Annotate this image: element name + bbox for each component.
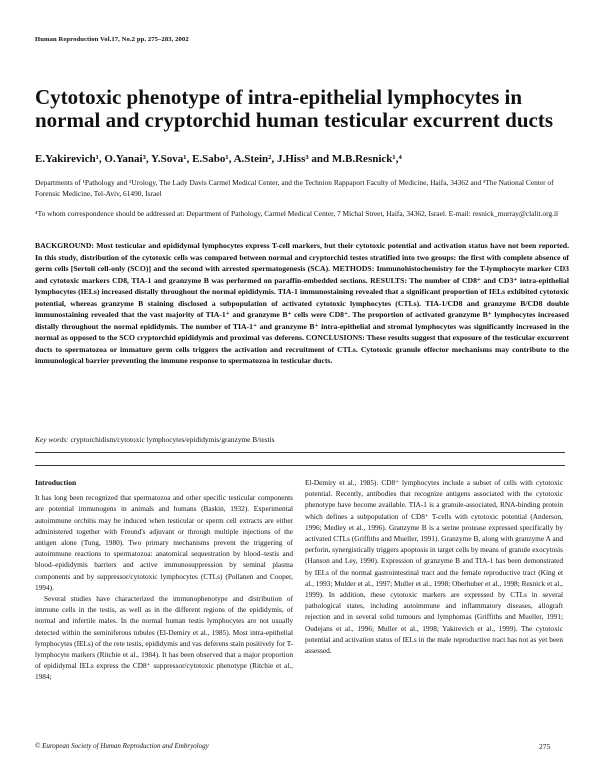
divider-top	[35, 452, 565, 453]
introduction-heading: Introduction	[35, 478, 77, 487]
article-title: Cytotoxic phenotype of intra-epithelial lymphocytes in normal and cryptorchid human testicular excurrent ducts	[35, 85, 553, 132]
keywords-label: Key words:	[35, 435, 69, 444]
page-number: 275	[539, 742, 551, 751]
keywords	[35, 435, 569, 444]
intro-paragraph-3: El-Demiry et al., 1985). CD8⁺ lymphocytes include a subset of cells with cytotoxic potential. Recently, antibodies that recognize antigens associated with the cytotoxic phenotype have become available. TIA-1 is a granule-associated, RNA-binding protein which defines a subpopulation of CD8⁺ T-cells with cytotoxic potential (Anderson, 1996; Medley et al., 1996). Granzyme B is a serine protease expressed specifically by activated CTLs (Griffiths and Mueller, 1991). Granzyme B, along with granzyme A and perforin, synergistically triggers apoptosis in target cells by means of granule exocytosis (Hanson and Ley, 1990). Expression of granzyme B and TIA-1 has been demonstrated by IELs of the normal gastrointestinal tract and the female reproductive tract (King et al., 1993; Mulder et al., 1997; Muller et al., 1998; Oberhuber et al., 1998; Resnick et al., 1999). In addition, these cytotoxic markers are expressed by CTLs in several pathological states, including autoimmune and inflammatory diseases, allograft rejection and in several solid tumours and lymphomas (Griffiths and Mueller, 1991; Oudejans et al., 1996; Muller et al., 1998; Yakirevich et al., 1999). The cytotoxic potential and activation status of IELs in the male reproductive tract has not as yet been assessed.	[305, 478, 563, 656]
keywords-list: cryptorchidism/cytotoxic lymphocytes/epididymis/granzyme B/testis	[68, 435, 275, 444]
intro-paragraph-2: Several studies have characterized the immunophenotype and distribution of immune cells in the testis, as well as in the different regions of the epididymis, of normal and infertile males. In the normal human testis lymphocytes are not usually detected within the seminiferous tubules (El-Demiry et al., 1985). Most intra-epithelial lymphocytes (IELs) of the rete testis, epididymis and vas deferens stain positively for T-lymphocyte markers (Ritchie et al., 1984). It has been observed that a major proportion of epididymal IELs express the CD8⁺ suppressor/cytotoxic phenotype (Ritchie et al., 1984;	[35, 594, 293, 682]
divider-bottom	[35, 465, 565, 466]
left-column	[35, 477, 293, 683]
intro-paragraph-1: It has long been recognized that spermatozoa and other specific testicular components are potential immunogens in animals and humans (Baskin, 1932). Experimental autoimmune orchitis may be induced when testicular or sperm cell extracts are either administered together with Freund's adjuvant or through multiple injections of the antigen alone (Tung, 1980). Two primary mechanisms prevent the triggering of autoimmune reactions to spermatozoa: anatomical sequestration by blood–testis and blood–epididymis barriers and active immunosuppression by seminal plasma components and by suppressor/cytotoxic lymphocytes (CTLs) (Pollanen and Cooper, 1994).	[35, 493, 293, 592]
right-column	[305, 477, 563, 656]
correspondence-note: ⁴To whom correspondence should be addressed at: Department of Pathology, Carmel Medical Center, 7 Michal Street, Haifa, 34362, Israel. E-mail: resnick_murray@clalit.org.il	[35, 209, 559, 218]
abstract: BACKGROUND: Most testicular and epididymal lymphocytes express T-cell markers, but their cytotoxic potential and activation status have not been reported. In this study, distribution of the cytotoxic cells was compared between normal and cryptorchid testes stratified into two groups: the first with complete absence of germ cells [Sertoli cell-only (SCO)] and the second with arrested spermatogenesis (SCA). METHODS: Immunohistochemistry for the T-lymphocyte marker CD3 and cytotoxic markers CD8, TIA-1 and granzyme B was performed on paraffin-embedded sections. RESULTS: The number of CD8⁺ and CD3⁺ intra-epithelial lymphocytes (IELs) increased distally throughout the normal epididymis. TIA-1 immunostaining revealed that a significant proportion of IELs exhibited cytotoxic potential, whereas granzyme B staining disclosed a subpopulation of activated cytotoxic lymphocytes (CTLs). TIA-1/CD8 and granzyme B/CD8 double immunostaining revealed that the vast majority of TIA-1⁺ and granzyme B⁺ cells were CD8⁺. The proportion of activated granzyme B⁺ lymphocytes increased distally throughout the normal epididymis. The number of TIA-1⁺ and granzyme B⁺ intra-epithelial and stromal lymphocytes was significantly increased in the normal as opposed to the SCO cryptorchid epididymis and proximal vas deferens. CONCLUSIONS: These results suggest that exposure of the testicular excurrent ducts to spermatozoa or immature germ cells triggers the activation and recruitment of CTLs. Cytotoxic granule effector mechanisms may contribute to the immunological barrier preventing the immune response to spermatozoa in testicular ducts.	[35, 241, 569, 365]
affiliation: Departments of ¹Pathology and ²Urology, The Lady Davis Carmel Medical Center, and the Technion Rappaport Faculty of Medicine, Haifa, 34362 and ³The National Center of Forensic Medicine, Tel-Aviv, 61490, Israel	[35, 178, 554, 198]
journal-citation: Human Reproduction Vol.17, No.2 pp. 275–283, 2002	[35, 36, 189, 43]
author-list: E.Yakirevich¹, O.Yanai³, Y.Sova¹, E.Sabo¹, A.Stein², J.Hiss³ and M.B.Resnick¹,⁴	[35, 153, 402, 165]
copyright-footer: © European Society of Human Reproduction and Embryology	[35, 742, 209, 750]
